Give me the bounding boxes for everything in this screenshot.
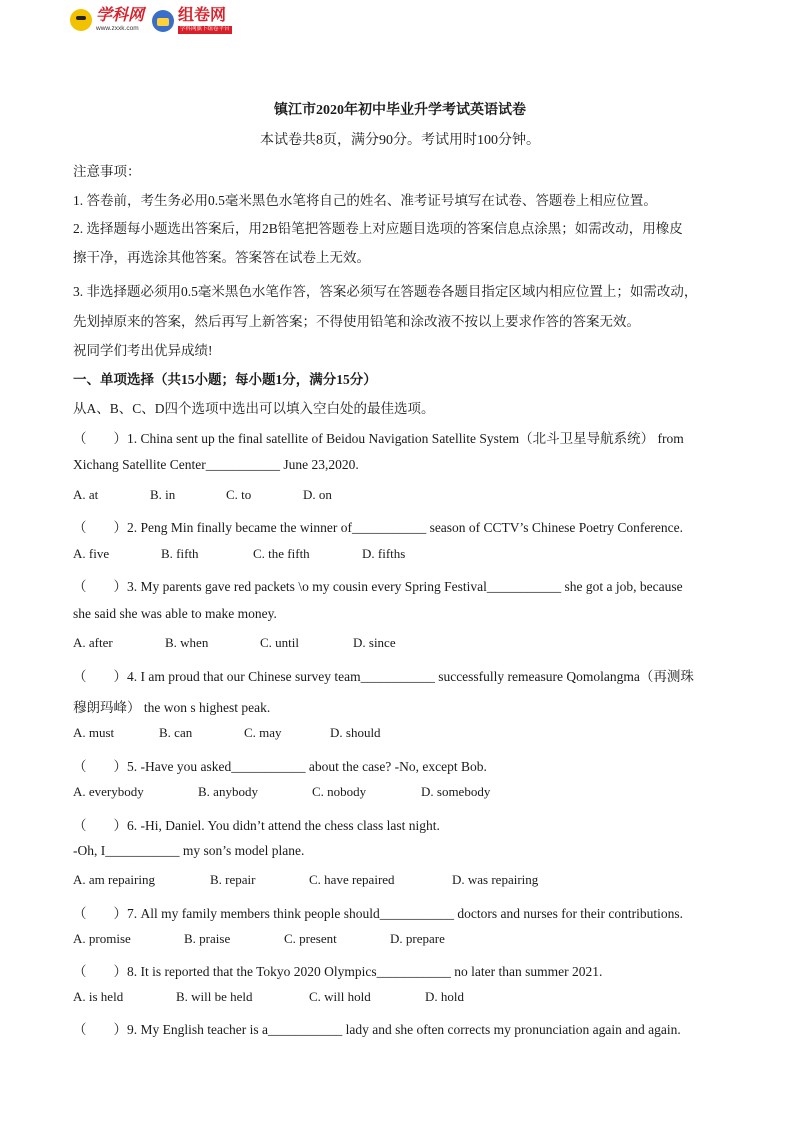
question-1-cont: Xichang Satellite Center___________ June 23,2020. xyxy=(73,457,359,472)
option-c: C. have repaired xyxy=(309,872,395,887)
question-1: （ ）1. China sent up the final satellite of Beidou Navigation Satellite System（北斗卫星导航系统） from xyxy=(73,431,684,446)
option-b: B. can xyxy=(159,725,193,740)
option-d: D. on xyxy=(303,487,332,502)
option-c: C. to xyxy=(226,487,252,502)
option-b: B. when xyxy=(165,635,209,650)
section-instruction: 从A、B、C、D四个选项中选出可以填入空白处的最佳选项。 xyxy=(73,401,435,416)
question-6: （ ）6. -Hi, Daniel. You didn’t attend the chess class last night. xyxy=(73,818,440,833)
question-5: （ ）5. -Have you asked___________ about the case? -No, except Bob. xyxy=(73,759,487,774)
option-a: A. promise xyxy=(73,931,131,946)
option-a: A. must xyxy=(73,725,115,740)
question-2: （ ）2. Peng Min finally became the winner of___________ season of CCTV’s Chinese Poetry Conference. xyxy=(73,520,684,535)
question-3: （ ）3. My parents gave red packets \o my cousin every Spring Festival___________ she got a job, because xyxy=(73,579,683,594)
option-c: C. may xyxy=(244,725,282,740)
option-b: B. in xyxy=(150,487,176,502)
question-9: （ ）9. My English teacher is a___________ lady and she often corrects my pronunciation again and again. xyxy=(73,1022,681,1037)
option-a: A. am repairing xyxy=(73,872,155,887)
option-b: B. will be held xyxy=(176,989,253,1004)
option-d: D. prepare xyxy=(390,931,445,946)
zujuan-mascot-icon xyxy=(152,10,174,32)
option-d: D. fifths xyxy=(362,546,406,561)
question-7: （ ）7. All my family members think people should___________ doctors and nurses for their contributions. xyxy=(73,906,684,921)
exam-title: 镇江市2020年初中毕业升学考试英语试卷 xyxy=(274,103,526,118)
option-d: D. somebody xyxy=(421,784,491,799)
zujuan-logo-tag: 学科网旗下组卷平台 xyxy=(180,26,230,32)
option-b: B. fifth xyxy=(161,546,199,561)
notice-item-3-cont: 先划掉原来的答案，然后再写上新答案；不得使用铅笔和涂改液不按以上要求作答的答案无效。 xyxy=(73,314,640,329)
option-c: C. present xyxy=(284,931,337,946)
notice-item-1: 1. 答卷前，考生务必用0.5毫米黑色水笔将自己的姓名、准考证号填写在试卷、答题卷上相应位置。 xyxy=(73,193,657,208)
zxxk-mascot-icon xyxy=(70,9,92,31)
zujuan-logo xyxy=(152,8,232,34)
option-a: A. at xyxy=(73,487,99,502)
zxxk-logo-url: www.zxxk.com xyxy=(96,25,139,32)
option-d: D. should xyxy=(330,725,381,740)
section-heading: 一、单项选择（共15小题；每小题1分，满分15分） xyxy=(73,372,377,387)
option-a: A. everybody xyxy=(73,784,144,799)
notice-item-3: 3. 非选择题必须用0.5毫米黑色水笔作答，答案必须写在答题卷各题目指定区域内相应位置上；如需改动， xyxy=(73,284,698,299)
question-8: （ ）8. It is reported that the Tokyo 2020 Olympics___________ no later than summer 2021. xyxy=(73,964,603,979)
question-4: （ ）4. I am proud that our Chinese survey team___________ successfully remeasure Qomolangma（再测珠 xyxy=(73,669,694,684)
notice-wish: 祝同学们考出优异成绩! xyxy=(73,343,213,358)
option-c: C. the fifth xyxy=(253,546,310,561)
option-c: C. nobody xyxy=(312,784,367,799)
question-3-cont: she said she was able to make money. xyxy=(73,606,277,621)
zxxk-logo xyxy=(70,8,144,33)
notice-item-2-cont: 擦干净，再选涂其他答案。答案答在试卷上无效。 xyxy=(73,250,370,265)
option-d: D. was repairing xyxy=(452,872,539,887)
option-b: B. repair xyxy=(210,872,256,887)
option-c: C. until xyxy=(260,635,300,650)
notice-item-2: 2. 选择题每小题选出答案后，用2B铅笔把答题卷上对应题目选项的答案信息点涂黑；如需改动，用橡皮 xyxy=(73,221,683,236)
zujuan-logo-name: 组卷网 xyxy=(178,7,227,24)
option-a: A. after xyxy=(73,635,113,650)
option-b: B. praise xyxy=(184,931,231,946)
question-6-cont: -Oh, I___________ my son’s model plane. xyxy=(73,843,305,858)
zxxk-logo-name: 学科网 xyxy=(96,7,145,24)
option-a: A. five xyxy=(73,546,110,561)
question-4-cont: 穆朗玛峰） the won s highest peak. xyxy=(73,700,271,715)
header-logos xyxy=(70,8,232,34)
option-d: D. hold xyxy=(425,989,464,1004)
exam-subtitle: 本试卷共8页，满分90分。考试用时100分钟。 xyxy=(260,133,540,148)
option-d: D. since xyxy=(353,635,396,650)
option-a: A. is held xyxy=(73,989,124,1004)
notice-heading: 注意事项： xyxy=(73,164,141,179)
option-c: C. will hold xyxy=(309,989,371,1004)
option-b: B. anybody xyxy=(198,784,258,799)
